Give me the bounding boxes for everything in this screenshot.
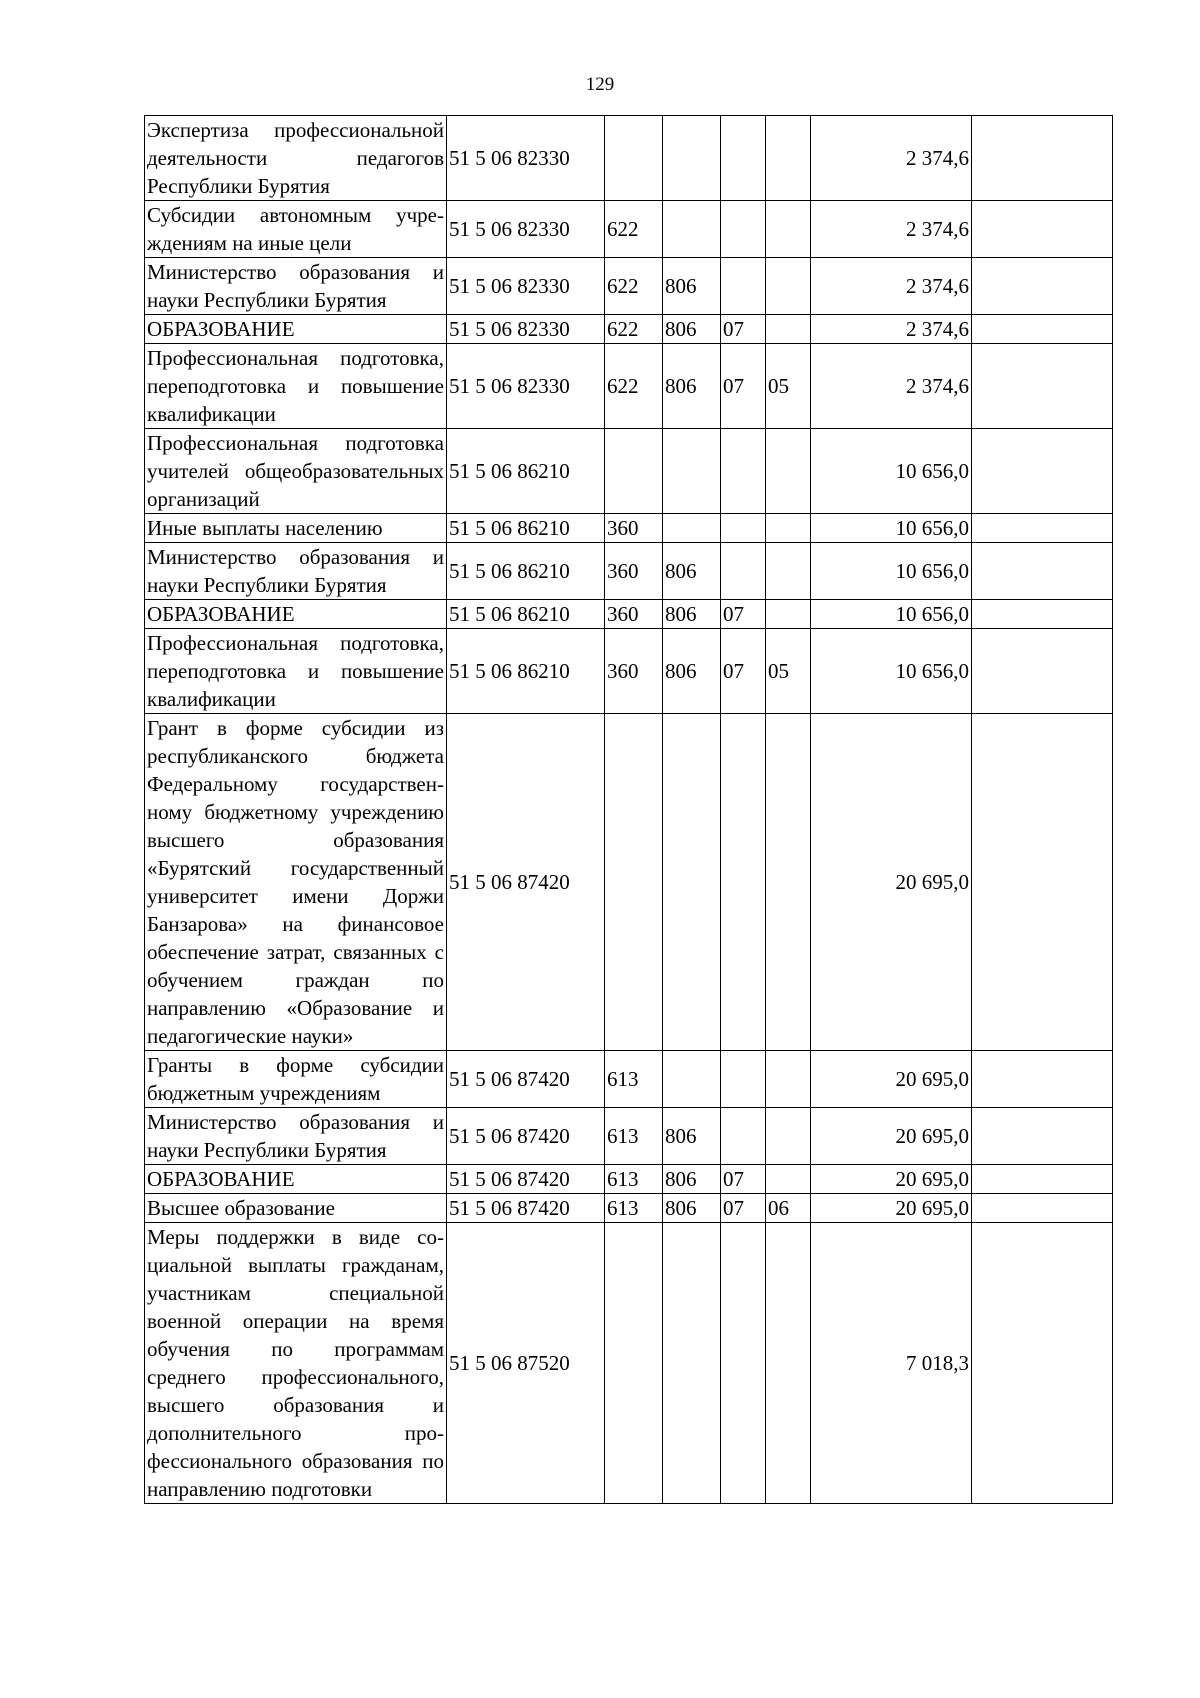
expense-type-cell (605, 116, 663, 201)
subsection-cell: 05 (766, 344, 811, 429)
section-cell (721, 1051, 766, 1108)
row-name-cell: ОБРАЗОВАНИЕ (145, 1165, 447, 1194)
amount-cell: 20 695,0 (811, 714, 972, 1051)
target-article-cell: 51 5 06 82330 (447, 344, 605, 429)
subsection-cell (766, 258, 811, 315)
amount-cell: 10 656,0 (811, 543, 972, 600)
ministry-code-cell: 806 (663, 315, 721, 344)
row-name-cell: Субсидии автономным учреждениям на иные цели (145, 201, 447, 258)
target-article-cell: 51 5 06 82330 (447, 201, 605, 258)
ministry-code-cell: 806 (663, 629, 721, 714)
table-row (145, 344, 1113, 429)
empty-cell (972, 543, 1113, 600)
table-row (145, 514, 1113, 543)
subsection-cell (766, 1051, 811, 1108)
target-article-cell: 51 5 06 86210 (447, 600, 605, 629)
section-cell: 07 (721, 1194, 766, 1223)
amount-cell: 20 695,0 (811, 1194, 972, 1223)
ministry-code-cell (663, 116, 721, 201)
ministry-code-cell (663, 1051, 721, 1108)
ministry-code-cell: 806 (663, 1194, 721, 1223)
subsection-cell (766, 1108, 811, 1165)
section-cell (721, 543, 766, 600)
expense-type-cell (605, 429, 663, 514)
ministry-code-cell: 806 (663, 258, 721, 315)
row-name-cell: Экспертиза профессиональной деятельности педагогов Республики Бурятия (145, 116, 447, 201)
row-name-cell: Министерство образования и науки Республики Бурятия (145, 1108, 447, 1165)
section-cell: 07 (721, 1165, 766, 1194)
amount-cell: 7 018,3 (811, 1223, 972, 1504)
empty-cell (972, 258, 1113, 315)
table-row (145, 629, 1113, 714)
row-name-cell: Иные выплаты населению (145, 514, 447, 543)
section-cell (721, 514, 766, 543)
target-article-cell: 51 5 06 87420 (447, 1165, 605, 1194)
target-article-cell: 51 5 06 86210 (447, 429, 605, 514)
ministry-code-cell (663, 429, 721, 514)
target-article-cell: 51 5 06 87420 (447, 1194, 605, 1223)
row-name-cell: Меры поддержки в виде социальной выплаты гражданам, участникам специальной военной операции на время обучения по программам среднего профессионального, высшего образования и дополнительного профессионального образования по направлению подготовки (145, 1223, 447, 1504)
subsection-cell (766, 315, 811, 344)
table-row (145, 116, 1113, 201)
row-name-cell: ОБРАЗОВАНИЕ (145, 600, 447, 629)
target-article-cell: 51 5 06 86210 (447, 514, 605, 543)
expense-type-cell: 613 (605, 1194, 663, 1223)
subsection-cell (766, 1165, 811, 1194)
table-row (145, 315, 1113, 344)
empty-cell (972, 1223, 1113, 1504)
row-name-cell: Гранты в форме субсидии бюджетным учреждениям (145, 1051, 447, 1108)
ministry-code-cell (663, 714, 721, 1051)
table-row (145, 258, 1113, 315)
subsection-cell (766, 429, 811, 514)
expense-type-cell: 360 (605, 600, 663, 629)
empty-cell (972, 344, 1113, 429)
amount-cell: 2 374,6 (811, 344, 972, 429)
amount-cell: 10 656,0 (811, 514, 972, 543)
ministry-code-cell: 806 (663, 1108, 721, 1165)
empty-cell (972, 1194, 1113, 1223)
amount-cell: 10 656,0 (811, 600, 972, 629)
row-name-cell: ОБРАЗОВАНИЕ (145, 315, 447, 344)
amount-cell: 2 374,6 (811, 201, 972, 258)
expense-type-cell: 360 (605, 543, 663, 600)
empty-cell (972, 429, 1113, 514)
ministry-code-cell: 806 (663, 600, 721, 629)
section-cell (721, 116, 766, 201)
target-article-cell: 51 5 06 86210 (447, 629, 605, 714)
subsection-cell (766, 1223, 811, 1504)
ministry-code-cell (663, 201, 721, 258)
target-article-cell: 51 5 06 82330 (447, 116, 605, 201)
ministry-code-cell (663, 1223, 721, 1504)
target-article-cell: 51 5 06 87520 (447, 1223, 605, 1504)
section-cell: 07 (721, 344, 766, 429)
empty-cell (972, 714, 1113, 1051)
subsection-cell (766, 714, 811, 1051)
subsection-cell (766, 116, 811, 201)
table-row (145, 600, 1113, 629)
amount-cell: 20 695,0 (811, 1108, 972, 1165)
expense-type-cell: 613 (605, 1051, 663, 1108)
table-row (145, 1194, 1113, 1223)
table-row (145, 1223, 1113, 1504)
section-cell: 07 (721, 629, 766, 714)
subsection-cell: 05 (766, 629, 811, 714)
budget-table (144, 115, 1113, 1504)
row-name-cell: Министерство образования и науки Республики Бурятия (145, 543, 447, 600)
amount-cell: 20 695,0 (811, 1165, 972, 1194)
ministry-code-cell: 806 (663, 344, 721, 429)
empty-cell (972, 629, 1113, 714)
amount-cell: 10 656,0 (811, 429, 972, 514)
ministry-code-cell (663, 514, 721, 543)
expense-type-cell (605, 1223, 663, 1504)
empty-cell (972, 315, 1113, 344)
empty-cell (972, 116, 1113, 201)
amount-cell: 10 656,0 (811, 629, 972, 714)
expense-type-cell: 613 (605, 1165, 663, 1194)
table-row (145, 714, 1113, 1051)
expense-type-cell: 360 (605, 514, 663, 543)
section-cell (721, 1223, 766, 1504)
empty-cell (972, 600, 1113, 629)
expense-type-cell (605, 714, 663, 1051)
row-name-cell: Высшее образование (145, 1194, 447, 1223)
subsection-cell (766, 514, 811, 543)
amount-cell: 2 374,6 (811, 258, 972, 315)
amount-cell: 2 374,6 (811, 116, 972, 201)
expense-type-cell: 622 (605, 201, 663, 258)
ministry-code-cell: 806 (663, 1165, 721, 1194)
row-name-cell: Профессиональная подготовка, переподготовка и повышение квалификации (145, 344, 447, 429)
table-row (145, 1108, 1113, 1165)
target-article-cell: 51 5 06 87420 (447, 1108, 605, 1165)
empty-cell (972, 1165, 1113, 1194)
empty-cell (972, 1108, 1113, 1165)
section-cell (721, 429, 766, 514)
section-cell (721, 714, 766, 1051)
expense-type-cell: 360 (605, 629, 663, 714)
table-body (145, 116, 1113, 1504)
ministry-code-cell: 806 (663, 543, 721, 600)
table-row (145, 1165, 1113, 1194)
target-article-cell: 51 5 06 82330 (447, 258, 605, 315)
section-cell (721, 1108, 766, 1165)
section-cell: 07 (721, 600, 766, 629)
amount-cell: 2 374,6 (811, 315, 972, 344)
target-article-cell: 51 5 06 87420 (447, 1051, 605, 1108)
section-cell: 07 (721, 315, 766, 344)
empty-cell (972, 201, 1113, 258)
table-row (145, 1051, 1113, 1108)
row-name-cell: Министерство образования и науки Республики Бурятия (145, 258, 447, 315)
table-row (145, 429, 1113, 514)
table-row (145, 543, 1113, 600)
target-article-cell: 51 5 06 86210 (447, 543, 605, 600)
expense-type-cell: 613 (605, 1108, 663, 1165)
page-number: 129 (585, 74, 615, 95)
row-name-cell: Профессиональная подготовка учителей общеобразовательных организаций (145, 429, 447, 514)
table-row (145, 201, 1113, 258)
subsection-cell (766, 600, 811, 629)
subsection-cell (766, 201, 811, 258)
target-article-cell: 51 5 06 87420 (447, 714, 605, 1051)
section-cell (721, 258, 766, 315)
expense-type-cell: 622 (605, 315, 663, 344)
expense-type-cell: 622 (605, 344, 663, 429)
expense-type-cell: 622 (605, 258, 663, 315)
empty-cell (972, 1051, 1113, 1108)
subsection-cell (766, 543, 811, 600)
subsection-cell: 06 (766, 1194, 811, 1223)
row-name-cell: Грант в форме субсидии из республиканского бюджета Федеральному государственному бюджетному учреждению высшего образования «Бурятский государственный университет имени Доржи Банзарова» на финансовое обеспечение затрат, связанных с обучением граждан по направлению «Образование и педагогические науки» (145, 714, 447, 1051)
row-name-cell: Профессиональная подготовка, переподготовка и повышение квалификации (145, 629, 447, 714)
empty-cell (972, 514, 1113, 543)
target-article-cell: 51 5 06 82330 (447, 315, 605, 344)
section-cell (721, 201, 766, 258)
amount-cell: 20 695,0 (811, 1051, 972, 1108)
